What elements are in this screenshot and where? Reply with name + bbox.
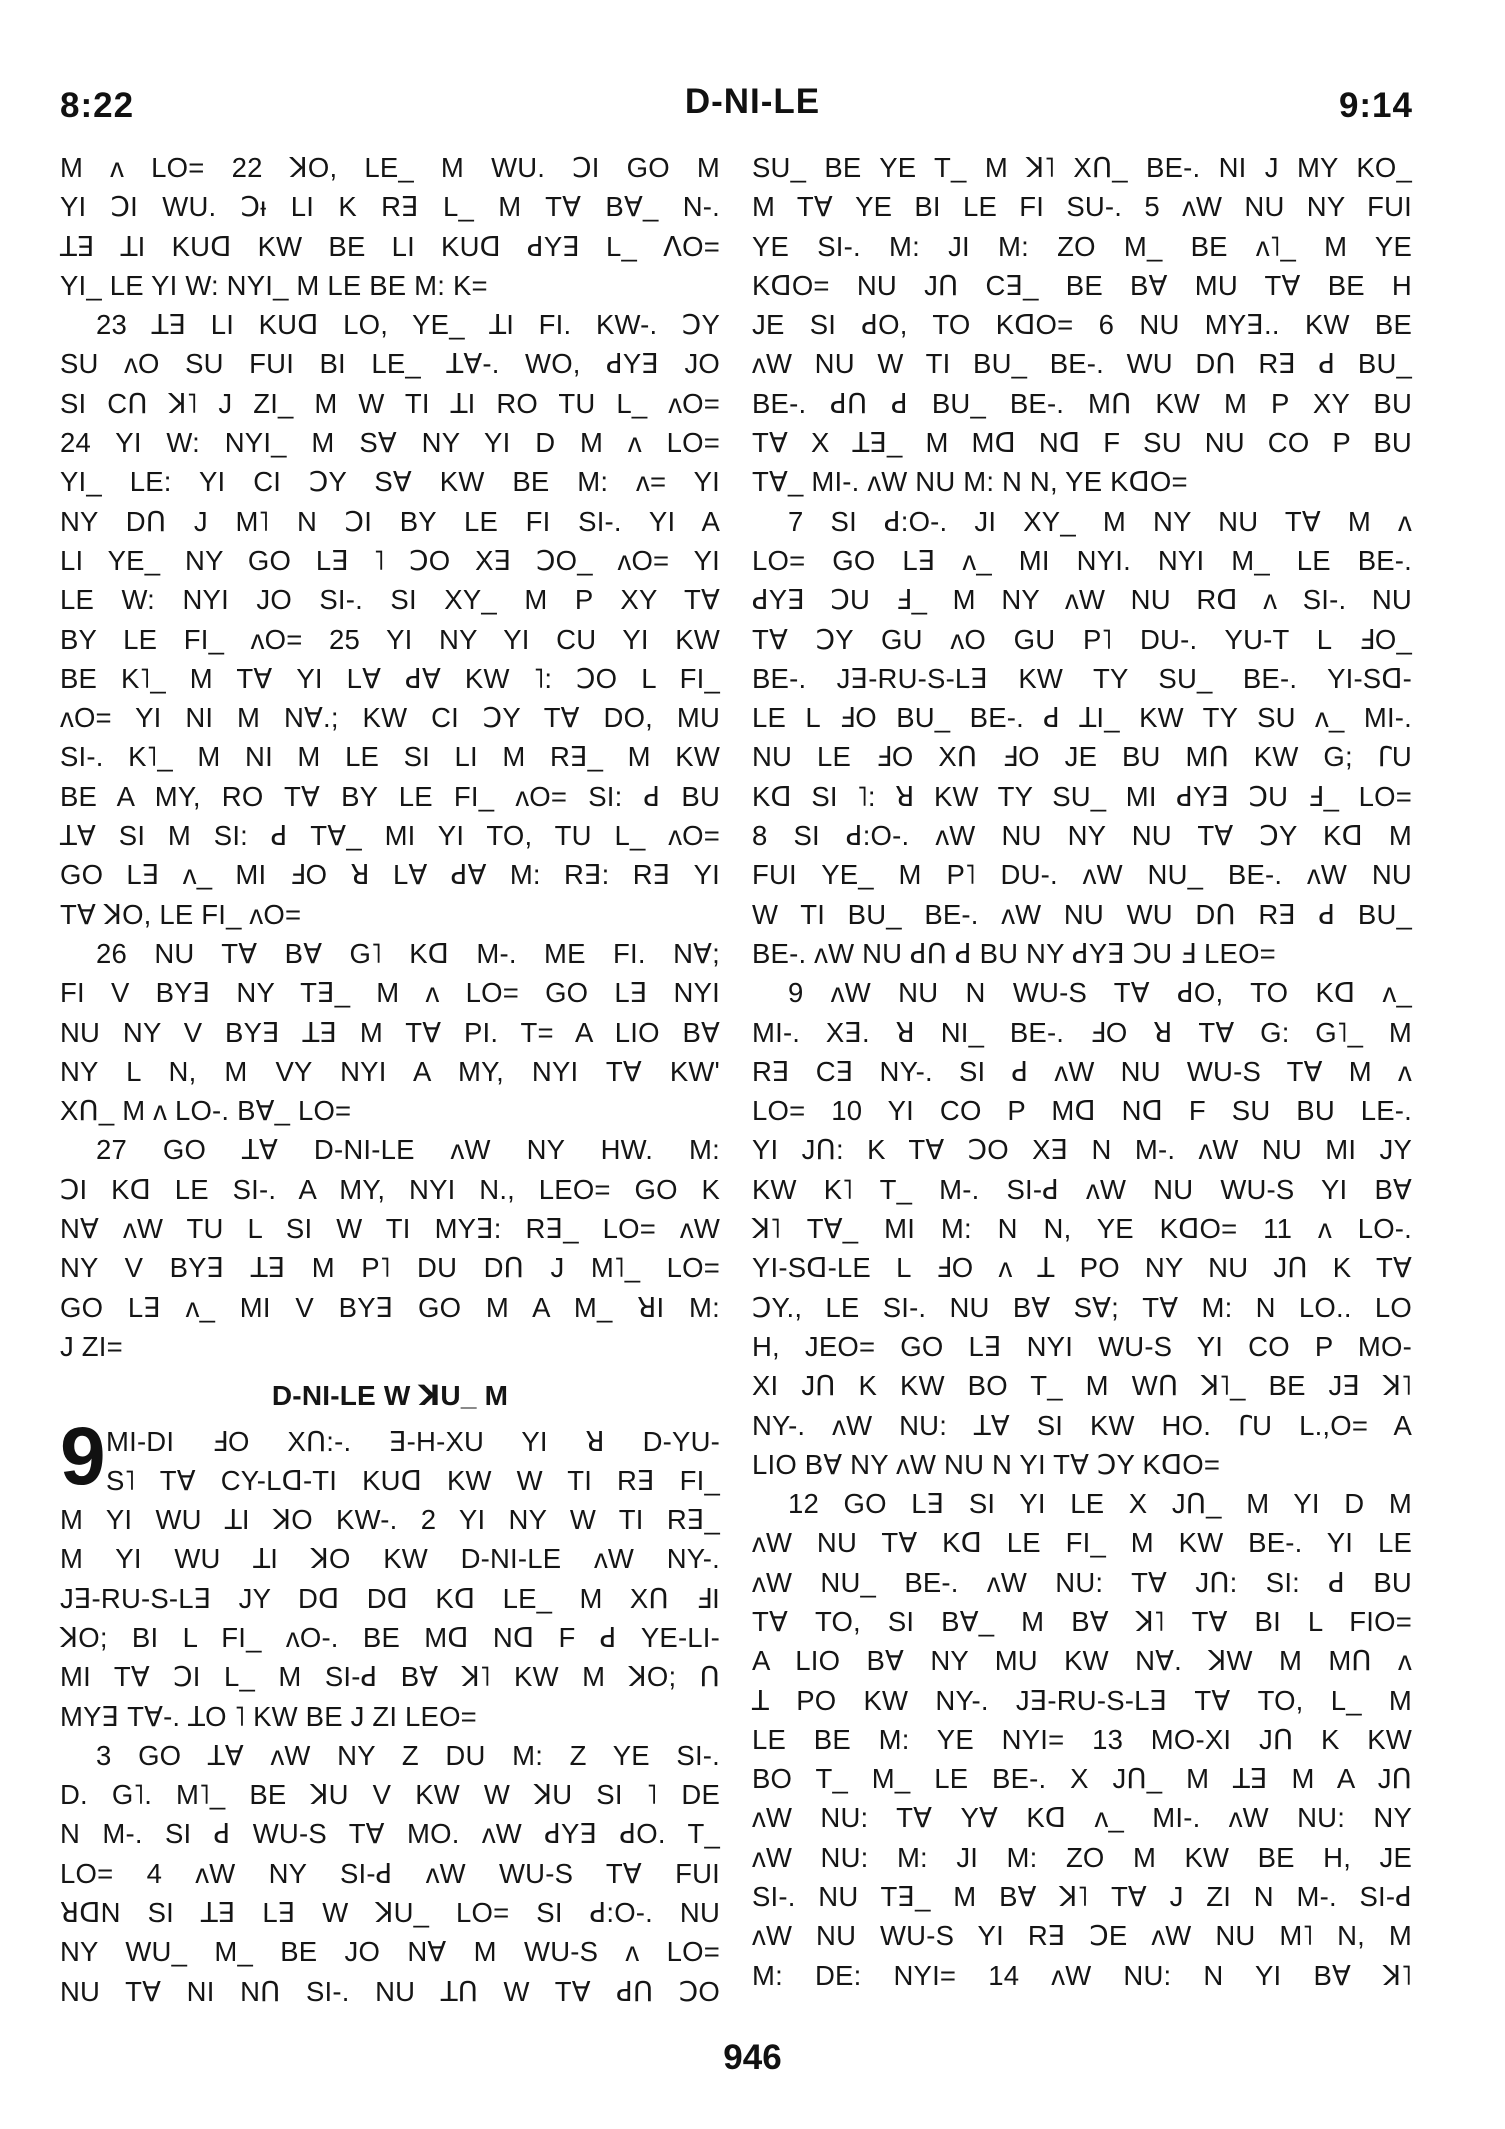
text-line: ꓛI Kꓷ LE SI-. A MY, NYI N., LEO= GO K: [60, 1173, 720, 1205]
text-line: NY Dꓵ J M˥ N ꓛI BY LE FI SI-. YI A: [60, 505, 720, 537]
chapter-verse-start: 8:22: [60, 86, 135, 125]
text-line: ʌW NU W TI BU_ BE-. WU Dꓵ Rꓱ ꓒ BU_: [752, 348, 1412, 380]
text-line: MI Tꓯ ꓛI L_ M SI-ꓒ Bꓯ ꓘ˥ KW M ꓘO; ꓵ: [60, 1661, 720, 1693]
text-line: A LIO Bꓯ NY MU KW Nꓯ. ꓘW M Mꓵ ʌ: [752, 1645, 1412, 1677]
text-line: NY V BYꓱ ꓕꓱ M P˥ DU Dꓵ J M˥_ LO=: [60, 1252, 720, 1284]
text-line: Xꓵ_ M ʌ LO-. Bꓯ_ LO=: [60, 1095, 352, 1127]
text-line: XI Jꓵ K KW BO T_ M Wꓵ ꓘ˥_ BE Jꓱ ꓘ˥: [752, 1370, 1412, 1402]
text-line: Tꓯ_ MI-. ʌW NU M: N N, YE KꓷO=: [752, 466, 1188, 498]
page-number: 946: [723, 2038, 782, 2077]
text-line: D. G˥. M˥_ BE ꓘU V KW W ꓘU SI ˥ DE: [60, 1779, 720, 1811]
text-line: ꓛY., LE SI-. NU Bꓯ Sꓯ; Tꓯ M: N LO.. LO: [752, 1291, 1412, 1323]
text-line: M ʌ LO= 22 ꓘO, LE_ M WU. ꓛI GO M: [60, 152, 720, 183]
text-line: SU ʌO SU FUI BI LE_ ꓕꓯ-. WO, ꓒYꓱ JO: [60, 348, 720, 380]
text-line: ʌW NU WU-S YI Rꓱ ꓛE ʌW NU M˥ N, M: [752, 1920, 1412, 1952]
text-line: LE BE M: YE NYI= 13 MO-XI Jꓵ K KW: [752, 1723, 1412, 1755]
text-line: ʌW NU: M: JI M: ZO M KW BE H, JE: [752, 1841, 1412, 1873]
text-line: ʌW NU Tꓯ Kꓷ LE FI_ M KW BE-. YI LE: [752, 1527, 1412, 1559]
text-line: W TI BU_ BE-. ʌW NU WU Dꓵ Rꓱ ꓒ BU_: [752, 898, 1412, 930]
text-line: 3 GO ꓕꓯ ʌW NY Z DU M: Z YE SI-.: [96, 1739, 720, 1771]
text-line: 23 ꓕꓱ LI KUꓷ LO, YE_ ꓕI FI. KW-. ꓛY: [96, 309, 720, 341]
text-line: MI-. Xꓱ. ꓤ NI_ BE-. ꓞO ꓤ Tꓯ G: G˥_ M: [752, 1016, 1412, 1048]
text-line: YI ꓛI WU. ꓛᵻ LI K Rꓱ L_ M Tꓯ Bꓯ_ N-.: [60, 191, 720, 223]
text-line: FI V BYꓱ NY Tꓱ_ M ʌ LO= GO Lꓱ NYI: [60, 977, 720, 1009]
text-line: FUI YE_ M P˥ DU-. ʌW NU_ BE-. ʌW NU: [752, 859, 1412, 891]
right-text-column: [752, 148, 1412, 1995]
text-line: ꓘ˥ Tꓯ_ MI M: N N, YE KꓷO= 11 ʌ LO-.: [752, 1213, 1412, 1245]
text-line: NU Tꓯ NI Nꓵ SI-. NU ꓕꓵ W Tꓯ ꓒꓵ ꓛO: [60, 1975, 720, 2007]
text-line: YI-Sꓷ-LE L ꓞO ʌ ꓕ PO NY NU Jꓵ K Tꓯ: [752, 1252, 1412, 1284]
text-line: MI-DI ꓞO Xꓵ:-. ꓱ-H-XU YI ꓤ D-YU-: [106, 1425, 720, 1457]
text-line: ꓕ PO KW NY-. Jꓱ-RU-S-Lꓱ Tꓯ TO, L_ M: [752, 1684, 1412, 1716]
section-title: D-NI-LE W ꓘU_ M: [271, 1380, 509, 1412]
text-line: ʌW NU: Tꓯ Yꓯ Kꓷ ʌ_ MI-. ʌW NU: NY: [752, 1802, 1412, 1834]
text-line: J ZI=: [60, 1330, 123, 1362]
text-line: ꓤꓷN SI ꓕꓱ Lꓱ W ꓘU_ LO= SI ꓒ:O-. NU: [60, 1897, 720, 1929]
text-line: LO= 4 ʌW NY SI-ꓒ ʌW WU-S Tꓯ FUI: [60, 1857, 720, 1889]
text-line: MYꓱ Tꓯ-. ꓕO ˥ KW BE J ZI LEO=: [60, 1700, 477, 1732]
text-line: 7 SI ꓒ:O-. JI XY_ M NY NU Tꓯ M ʌ: [788, 505, 1412, 537]
text-line: Jꓱ-RU-S-Lꓱ JY Dꓷ Dꓷ Kꓷ LE_ M Xꓵ ꓞI: [60, 1582, 720, 1614]
text-line: Tꓯ X ꓕꓱ_ M Mꓷ Nꓷ F SU NU CO P BU: [752, 427, 1412, 459]
text-line: Tꓯ ꓛY GU ʌO GU P˥ DU-. YU-T L ꓞO_: [752, 623, 1412, 655]
text-line: KꓷO= NU Jꓵ Cꓱ_ BE Bꓯ MU Tꓯ BE H: [752, 269, 1412, 301]
text-line: ꓕꓱ ꓕI KUꓷ KW BE LI KUꓷ ꓒYꓱ L_ ꓥO=: [60, 230, 720, 262]
text-line: YI Jꓵ: K Tꓯ ꓛO Xꓱ N M-. ʌW NU MI JY: [752, 1134, 1412, 1166]
text-line: S˥ Tꓯ CY-Lꓷ-TI KUꓷ KW W TI Rꓱ FI_: [106, 1464, 720, 1496]
text-line: 27 GO ꓕꓯ D-NI-LE ʌW NY HW. M:: [96, 1134, 720, 1166]
text-line: H, JEO= GO Lꓱ NYI WU-S YI CO P MO-: [752, 1330, 1412, 1362]
text-line: LO= GO Lꓱ ʌ_ MI NYI. NYI M_ LE BE-.: [752, 544, 1412, 576]
text-line: Kꓷ SI ˥: ꓤ KW TY SU_ MI ꓒYꓱ ꓛU ꓞ_ LO=: [752, 780, 1412, 812]
text-line: Nꓯ ʌW TU L SI W TI MYꓱ: Rꓱ_ LO= ʌW: [60, 1213, 720, 1245]
text-line: M YI WU ꓕI ꓘO KW-. 2 YI NY W TI Rꓱ_: [60, 1504, 720, 1536]
text-line: BE-. ꓒꓵ ꓒ BU_ BE-. Mꓵ KW M P XY BU: [752, 387, 1412, 419]
text-line: ꓘO; BI L FI_ ʌO-. BE Mꓷ Nꓷ F ꓒ YE-LI-: [60, 1621, 720, 1653]
text-line: 26 NU Tꓯ Bꓯ G˥ Kꓷ M-. ME FI. Nꓯ;: [96, 937, 720, 969]
text-line: Tꓯ TO, SI Bꓯ_ M Bꓯ ꓘ˥ Tꓯ BI L FIO=: [752, 1605, 1412, 1637]
text-line: NU NY V BYꓱ ꓕꓱ M Tꓯ PI. T= A LIO Bꓯ: [60, 1016, 720, 1048]
text-line: NY L N, M VY NYI A MY, NYI Tꓯ KW': [60, 1055, 720, 1087]
text-line: LE W: NYI JO SI-. SI XY_ M P XY Tꓯ: [60, 584, 720, 616]
text-line: BE A MY, RO Tꓯ BY LE FI_ ʌO= SI: ꓒ BU: [60, 780, 720, 812]
text-line: BE-. Jꓱ-RU-S-Lꓱ KW TY SU_ BE-. YI-Sꓷ-: [752, 662, 1412, 694]
text-line: ʌW NU_ BE-. ʌW NU: Tꓯ Jꓵ: SI: ꓒ BU: [752, 1566, 1412, 1598]
text-line: Rꓱ Cꓱ NY-. SI ꓒ ʌW NU WU-S Tꓯ M ʌ: [752, 1055, 1412, 1087]
text-line: M: DE: NYI= 14 ʌW NU: N YI Bꓯ ꓘ˥: [752, 1959, 1412, 1991]
text-line: NY-. ʌW NU: ꓕꓯ SI KW HO. ꓩU L.,O= A: [752, 1409, 1412, 1441]
text-line: GO Lꓱ ʌ_ MI V BYꓱ GO M A M_ ꓤI M:: [60, 1291, 720, 1323]
text-line: M YI WU ꓕI ꓘO KW D-NI-LE ʌW NY-.: [60, 1543, 720, 1575]
text-line: NY WU_ M_ BE JO Nꓯ M WU-S ʌ LO=: [60, 1936, 720, 1968]
text-line: YE SI-. M: JI M: ZO M_ BE ʌ˥_ M YE: [752, 230, 1412, 262]
chapter-drop-cap: 9: [60, 1411, 106, 1502]
text-line: 9 ʌW NU N WU-S Tꓯ ꓒO, TO Kꓷ ʌ_: [788, 977, 1412, 1009]
text-line: 8 SI ꓒ:O-. ʌW NU NY NU Tꓯ ꓛY Kꓷ M: [752, 820, 1412, 852]
text-line: 24 YI W: NYI_ M Sꓯ NY YI D M ʌ LO=: [60, 427, 720, 459]
left-text-column: [60, 148, 720, 2011]
text-line: SI Cꓵ ꓘ˥ J ZI_ M W TI ꓕI RO TU L_ ʌO=: [60, 387, 720, 419]
book-title: D-NI-LE: [684, 82, 821, 121]
text-line: JE SI ꓒO, TO KꓷO= 6 NU MYꓱ.. KW BE: [752, 309, 1412, 341]
text-line: YI_ LE YI W: NYI_ M LE BE M: K=: [60, 269, 488, 301]
text-line: BE-. ʌW NU ꓒꓵ ꓒ BU NY ꓒYꓱ ꓛU ꓞ LEO=: [752, 937, 1276, 969]
chapter-verse-end: 9:14: [1338, 86, 1413, 125]
text-line: ʌO= YI NI M Nꓯ.; KW CI ꓛY Tꓯ DO, MU: [60, 702, 720, 734]
text-line: ꓒYꓱ ꓛU ꓞ_ M NY ʌW NU Rꓷ ʌ SI-. NU: [752, 584, 1412, 616]
text-line: 12 GO Lꓱ SI YI LE X Jꓵ_ M YI D M: [788, 1488, 1412, 1520]
text-line: LO= 10 YI CO P Mꓷ Nꓷ F SU BU LE-.: [752, 1095, 1412, 1127]
text-line: N M-. SI ꓒ WU-S Tꓯ MO. ʌW ꓒYꓱ ꓒO. T_: [60, 1818, 720, 1850]
text-line: ꓕꓯ SI M SI: ꓒ Tꓯ_ MI YI TO, TU L_ ʌO=: [60, 820, 720, 852]
text-line: BO T_ M_ LE BE-. X Jꓵ_ M ꓕꓱ M A Jꓵ: [752, 1763, 1412, 1795]
text-line: YI_ LE: YI CI ꓛY Sꓯ KW BE M: ʌ= YI: [60, 466, 720, 498]
text-line: BE K˥_ M Tꓯ YI Lꓯ ꓒꓯ KW ˥: ꓛO L FI_: [60, 662, 720, 694]
text-line: NU LE ꓞO Xꓵ ꓞO JE BU Mꓵ KW G; ꓩU: [752, 741, 1412, 773]
text-line: SI-. NU Tꓱ_ M Bꓯ ꓘ˥ Tꓯ J ZI N M-. SI-ꓒ: [752, 1881, 1412, 1913]
text-line: Tꓯ ꓘO, LE FI_ ʌO=: [60, 898, 302, 930]
text-line: LE L ꓞO BU_ BE-. ꓒ ꓕI_ KW TY SU ʌ_ MI-.: [752, 702, 1412, 734]
text-line: SU_ BE YE T_ M ꓘ˥ Xꓵ_ BE-. NI J MY KO_: [752, 152, 1412, 183]
text-line: BY LE FI_ ʌO= 25 YI NY YI CU YI KW: [60, 623, 720, 655]
text-line: SI-. K˥_ M NI M LE SI LI M Rꓱ_ M KW: [60, 741, 720, 773]
text-line: GO Lꓱ ʌ_ MI ꓞO ꓤ Lꓯ ꓒꓯ M: Rꓱ: Rꓱ YI: [60, 859, 720, 891]
text-line: LIO Bꓯ NY ʌW NU N YI Tꓯ ꓛY KꓷO=: [752, 1448, 1221, 1480]
text-line: KW K˥ T_ M-. SI-ꓒ ʌW NU WU-S YI Bꓯ: [752, 1173, 1412, 1205]
text-line: M Tꓯ YE BI LE FI SU-. 5 ʌW NU NY FUI: [752, 191, 1412, 223]
text-line: LI YE_ NY GO Lꓱ ˥ ꓛO Xꓱ ꓛO_ ʌO= YI: [60, 544, 720, 576]
